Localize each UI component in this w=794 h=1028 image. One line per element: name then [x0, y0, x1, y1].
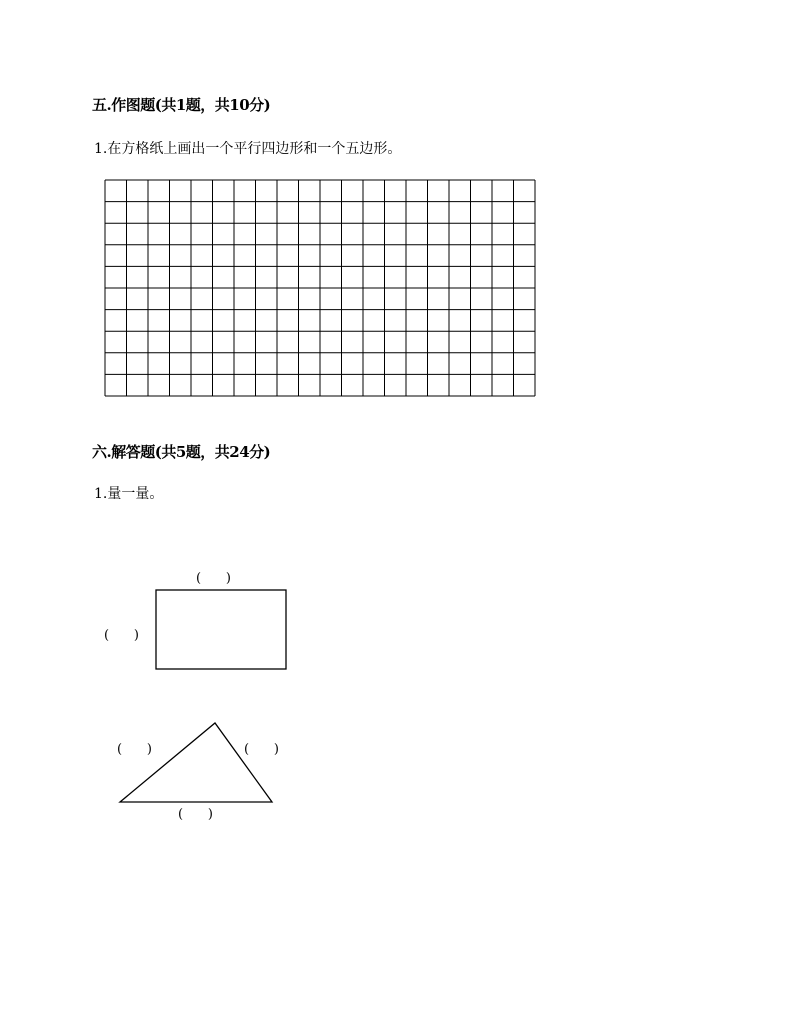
triangle-right-blank[interactable]: ( )	[244, 742, 279, 757]
section-six-heading: 六.解答题(共5题，共24分)	[92, 443, 271, 461]
question-measure: 1.量一量。	[94, 486, 164, 502]
section-five-heading: 五.作图题(共1题，共10分)	[92, 96, 271, 114]
rectangle-figure	[156, 590, 286, 669]
rectangle-left-blank[interactable]: ( )	[104, 628, 139, 643]
triangle-figure	[120, 723, 272, 802]
question-draw-shapes: 1.在方格纸上画出一个平行四边形和一个五边形。	[94, 141, 402, 157]
triangle-bottom-blank[interactable]: ( )	[178, 807, 213, 822]
rectangle-top-blank[interactable]: ( )	[196, 571, 231, 586]
triangle-left-blank[interactable]: ( )	[117, 742, 152, 757]
